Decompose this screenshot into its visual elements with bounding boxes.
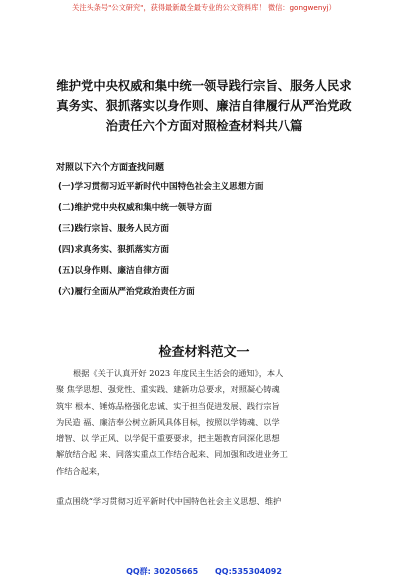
paragraph-line: 作结合起来， [56, 465, 106, 476]
paragraph-line: 筑牢 根本、锤炼品格强化忠诚、实于担当促进发展、践行宗旨 [56, 400, 280, 411]
aspect-item: (六)履行全面从严治党政治责任方面 [58, 287, 195, 297]
paragraph-line: 解放结合起 来、同落实重点工作结合起来、同加强和改进业务工 [56, 449, 288, 460]
section-heading: 对照以下六个方面查找问题 [56, 163, 165, 173]
paragraph-line: 聚 焦学思想、强党性、重实践、建新功总要求，对照凝心铸魂 [56, 384, 280, 395]
paragraph-line: 增智、以 学正风、以学促干重要要求，把主题教育同深化思想 [56, 433, 280, 444]
title-line: 真务实、狠抓落实以身作则、廉洁自律履行从严治党政 [56, 99, 352, 113]
title-line: 治责任六个方面对照检查材料共八篇 [105, 119, 303, 133]
footer-qq: QQ:535304092 [215, 567, 282, 576]
footer-contact [0, 566, 408, 577]
aspect-item: (一)学习贯彻习近平新时代中国特色社会主义思想方面 [58, 182, 264, 192]
body-paragraph [56, 365, 356, 479]
aspect-item: (二)维护党中央权威和集中统一领导方面 [58, 203, 212, 213]
aspect-item: (五)以身作则、廉洁自律方面 [58, 266, 169, 276]
paragraph-line: 为民造 福、廉洁奉公树立新风具体目标，按照以学铸魂、以学 [56, 416, 280, 427]
aspect-list [58, 181, 264, 307]
top-banner: 关注头条号"公文研究"，获得最新最全最专业的公文资料库！ 微信：gongwenyj） [72, 3, 336, 12]
aspect-item: (四)求真务实、狠抓落实方面 [58, 245, 169, 255]
paragraph-line: 根据《关于认真开好 2023 年度民主生活会的通知》，本人 [73, 368, 284, 378]
aspect-item: (三)践行宗旨、服务人民方面 [58, 224, 169, 234]
document-title [30, 76, 378, 136]
title-line: 维护党中央权威和集中统一领导践行宗旨、服务人民求 [56, 79, 352, 93]
footer-qq-group: QQ群: 30205665 [126, 567, 199, 576]
body-paragraph [56, 493, 356, 509]
paragraph-line: 重点围绕“学习贯彻习近平新时代中国特色社会主义思想、维护 [56, 496, 282, 506]
sample-heading: 检查材料范文一 [158, 345, 250, 360]
